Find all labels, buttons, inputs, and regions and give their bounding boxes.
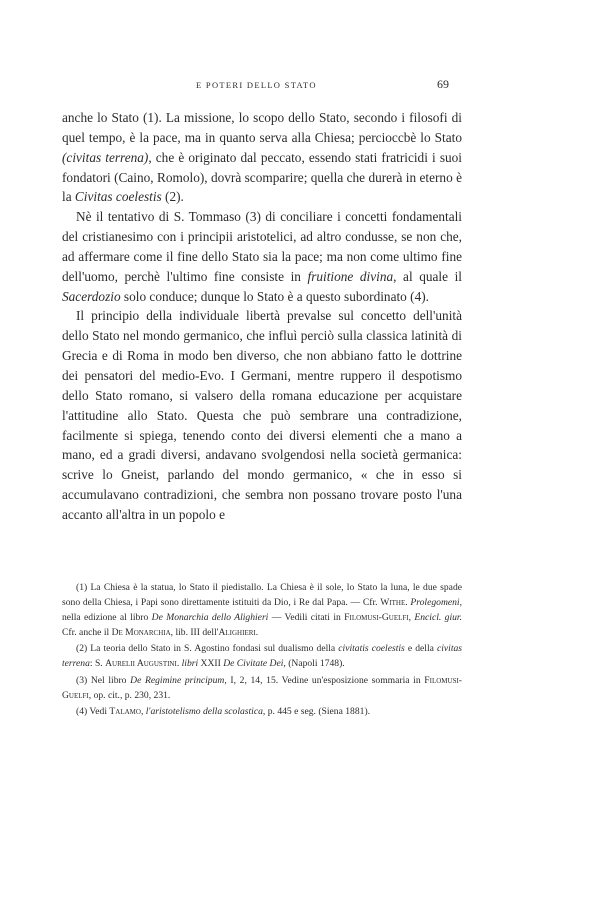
footnote xyxy=(62,580,462,640)
text-run: , (Napoli 1748). xyxy=(283,658,345,670)
paragraph xyxy=(62,207,462,306)
text-run: . xyxy=(255,627,259,639)
smallcaps-run: Filomusi-Guelfi xyxy=(344,612,409,624)
italic-run: Civitas coelestis xyxy=(74,189,162,205)
text-run: , che è originato dal peccato, essendo stati fratricidi i suoi fondatori (Caino, Romolo), dovrà scomparire; quella che durerà in eterno è la xyxy=(62,149,462,205)
text-run: — Vedili citati in xyxy=(268,612,345,624)
text-run: (4) Vedi xyxy=(76,705,110,717)
footnote xyxy=(62,673,462,703)
text-run: e della xyxy=(404,643,437,655)
italic-run: civitatis coelestis xyxy=(338,643,405,655)
smallcaps-run: Talamo xyxy=(109,705,141,717)
text-run: , I, 2, 14, 15. Vedine un'esposizione sommaria in xyxy=(224,674,425,686)
smallcaps-run: De Monarchia xyxy=(111,627,171,639)
text-run: solo conduce; dunque lo Stato è a questo subordinato (4). xyxy=(120,288,429,304)
italic-run: libri xyxy=(181,658,199,670)
text-run: , op. cit., p. 230, 231. xyxy=(88,689,171,701)
text-run: , xyxy=(140,705,146,717)
italic-run: fruitione divina xyxy=(307,268,394,284)
text-run: (2). xyxy=(161,189,184,205)
text-run: . xyxy=(405,597,411,609)
text-run: , al quale il xyxy=(393,268,463,284)
text-run: , nella edizione al libro xyxy=(62,597,462,624)
italic-run: Prolegomeni xyxy=(410,597,460,609)
running-header: E POTERI DELLO STATO xyxy=(196,80,317,90)
text-run: XXII xyxy=(198,658,224,670)
text-run: , p. 445 e seg. (Siena 1881). xyxy=(262,705,371,717)
italic-run: Encicl. giur. xyxy=(414,612,462,624)
footnote xyxy=(62,704,462,719)
text-run: , lib. III dell' xyxy=(170,627,219,639)
footnotes xyxy=(62,580,462,720)
text-run: : S. xyxy=(89,658,106,670)
text-run: . xyxy=(176,658,182,670)
italic-run: De Monarchia dello Alighieri xyxy=(151,612,269,624)
smallcaps-run: Alighieri xyxy=(218,627,256,639)
footnote xyxy=(62,641,462,671)
text-run: Cfr. anche il xyxy=(62,627,112,639)
italic-run: De Civitate Dei xyxy=(223,658,284,670)
text-run: (2) La teoria dello Stato in S. Agostino fondasi sul dualismo della xyxy=(76,643,339,655)
smallcaps-run: Filomusi-Guelfi xyxy=(62,674,462,701)
smallcaps-run: Aurelii Augustini xyxy=(105,658,177,670)
text-run: anche lo Stato (1). La missione, lo scopo dello Stato, secondo i filosofi di quel tempo, è la pace, ma in quanto serva alla Chiesa; percioccbè lo Stato xyxy=(62,110,462,145)
main-text xyxy=(62,108,462,525)
paragraph xyxy=(62,306,462,524)
page-number: 69 xyxy=(437,77,449,91)
text-run: Il principio della individuale libertà prevalse sul concetto dell'unità dello Stato nel mondo germanico, che influì perciò sulla classica latinità di Grecia e di Roma in modo ben diverso, che non abbiano fatto le dottrine dei pensatori del medio-Evo. I Germani, mentre ruppero il despotismo dello Stato romano, si valsero della romana educazione per acquistare l'attitudine allo Stato. Questa che può sembrare una contradizione, facilmente si spiega, tenendo conto dei diversi elementi che a mano a mano, ed a gradi diversi, andavano svolgendosi nella società germanica: scrive lo Gneist, parlando del mondo germanico, « che in esso si accumulavano contradizioni, che sembra non possano trovare posto l'una accanto all'altra in un popolo e xyxy=(62,308,462,522)
text-run: , xyxy=(408,612,415,624)
paragraph xyxy=(62,108,462,207)
italic-run: (civitas terrena) xyxy=(62,149,149,165)
text-run: (3) Nel libro xyxy=(76,674,131,686)
italic-run: De Regimine principum xyxy=(130,674,225,686)
italic-run: l'aristotelismo della scolastica xyxy=(145,705,263,717)
italic-run: Sacerdozio xyxy=(62,288,121,304)
text-run: Nè il tentativo di S. Tommaso (3) di conciliare i concetti fondamentali del cristianesimo con i principii aristotelici, ad altro condusse, se non che, ad affermare come il fine dello Stato sia la pace; ma non come ultimo fine dell'uomo, perchè l'ultimo fine consiste in xyxy=(62,209,462,284)
italic-run: civitas terrena xyxy=(62,643,463,670)
smallcaps-run: Withe xyxy=(380,597,406,609)
text-run: (1) La Chiesa è la statua, lo Stato il piedistallo. La Chiesa è il sole, lo Stato la luna, le due spade sono della Chiesa, i Papi sono direttamente istituiti da Dio, i Re dal Papa. — Cfr. xyxy=(62,582,462,609)
